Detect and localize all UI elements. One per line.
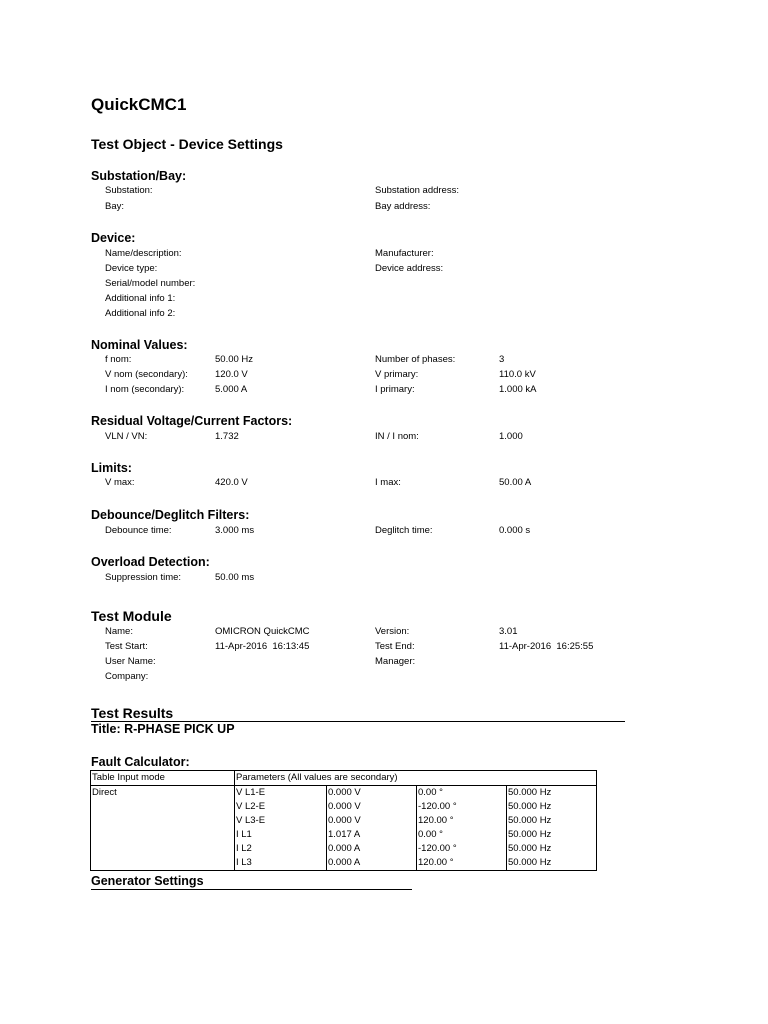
i-nom-label: I nom (secondary): bbox=[105, 384, 185, 395]
i-primary-value: 1.000 kA bbox=[499, 384, 537, 395]
suppression-time-label: Suppression time: bbox=[105, 572, 182, 583]
test-module-heading: Test Module bbox=[91, 608, 172, 624]
quantity-angle: -120.00 ° bbox=[417, 842, 507, 856]
generator-settings-heading: Generator Settings bbox=[91, 874, 204, 888]
table-row bbox=[91, 800, 597, 814]
quantity-frequency: 50.000 Hz bbox=[507, 856, 597, 871]
fault-calculator-heading: Fault Calculator: bbox=[91, 755, 190, 769]
parameters-header: Parameters (All values are secondary) bbox=[235, 771, 597, 786]
quantity-magnitude: 0.000 V bbox=[327, 800, 417, 814]
vln-vn-label: VLN / VN: bbox=[105, 431, 148, 442]
table-row bbox=[91, 842, 597, 856]
company-label: Company: bbox=[105, 671, 149, 682]
suppression-time-value: 50.00 ms bbox=[215, 572, 255, 583]
quantity-angle: 0.00 ° bbox=[417, 828, 507, 842]
document-title: QuickCMC1 bbox=[91, 95, 187, 114]
i-nom-value: 5.000 A bbox=[215, 384, 248, 395]
additional-info-1-label: Additional info 1: bbox=[105, 293, 176, 304]
i-max-label: I max: bbox=[375, 477, 401, 488]
table-row bbox=[91, 828, 597, 842]
nominal-values-heading: Nominal Values: bbox=[91, 338, 188, 352]
quantity-name: V L1-E bbox=[235, 786, 327, 801]
serial-number-label: Serial/model number: bbox=[105, 278, 196, 289]
quantity-frequency: 50.000 Hz bbox=[507, 828, 597, 842]
quantity-name: V L2-E bbox=[235, 800, 327, 814]
table-row bbox=[91, 786, 597, 801]
quantity-name: I L2 bbox=[235, 842, 327, 856]
debounce-heading: Debounce/Deglitch Filters: bbox=[91, 508, 250, 522]
test-results-heading: Test Results bbox=[91, 705, 174, 721]
device-heading: Device: bbox=[91, 231, 136, 245]
substation-heading: Substation/Bay: bbox=[91, 169, 187, 183]
user-name-label: User Name: bbox=[105, 656, 156, 667]
v-nom-value: 120.0 V bbox=[215, 369, 248, 380]
v-max-label: V max: bbox=[105, 477, 135, 488]
vln-vn-value: 1.732 bbox=[215, 431, 239, 442]
v-max-value: 420.0 V bbox=[215, 477, 248, 488]
device-type-label: Device type: bbox=[105, 263, 158, 274]
quantity-frequency: 50.000 Hz bbox=[507, 814, 597, 828]
in-inom-value: 1.000 bbox=[499, 431, 523, 442]
input-mode-header: Table Input mode bbox=[91, 771, 235, 786]
quantity-angle: 0.00 ° bbox=[417, 786, 507, 801]
substation-address-label: Substation address: bbox=[375, 185, 459, 196]
input-mode-value: Direct bbox=[91, 786, 235, 801]
quantity-magnitude: 0.000 V bbox=[327, 786, 417, 801]
version-value: 3.01 bbox=[499, 626, 518, 637]
in-inom-label: IN / I nom: bbox=[375, 431, 419, 442]
device-name-label: Name/description: bbox=[105, 248, 182, 259]
test-end-value: 11-Apr-2016 16:25:55 bbox=[499, 641, 594, 652]
deglitch-time-value: 0.000 s bbox=[499, 525, 531, 536]
table-row bbox=[91, 814, 597, 828]
module-name-value: OMICRON QuickCMC bbox=[215, 626, 310, 637]
quantity-angle: 120.00 ° bbox=[417, 856, 507, 871]
phases-label: Number of phases: bbox=[375, 354, 456, 365]
f-nom-value: 50.00 Hz bbox=[215, 354, 254, 365]
v-primary-value: 110.0 kV bbox=[499, 369, 536, 380]
f-nom-label: f nom: bbox=[105, 354, 132, 365]
limits-heading: Limits: bbox=[91, 461, 132, 475]
generator-settings-divider bbox=[91, 889, 412, 890]
quantity-frequency: 50.000 Hz bbox=[507, 786, 597, 801]
device-address-label: Device address: bbox=[375, 263, 444, 274]
test-start-value: 11-Apr-2016 16:13:45 bbox=[215, 641, 310, 652]
quantity-frequency: 50.000 Hz bbox=[507, 800, 597, 814]
residual-heading: Residual Voltage/Current Factors: bbox=[91, 414, 293, 428]
manufacturer-label: Manufacturer: bbox=[375, 248, 434, 259]
substation-label: Substation: bbox=[105, 185, 153, 196]
module-name-label: Name: bbox=[105, 626, 133, 637]
i-primary-label: I primary: bbox=[375, 384, 415, 395]
quantity-name: I L1 bbox=[235, 828, 327, 842]
quantity-angle: -120.00 ° bbox=[417, 800, 507, 814]
test-end-label: Test End: bbox=[375, 641, 415, 652]
table-row bbox=[91, 856, 597, 871]
quantity-magnitude: 1.017 A bbox=[327, 828, 417, 842]
debounce-time-label: Debounce time: bbox=[105, 525, 172, 536]
quantity-magnitude: 0.000 A bbox=[327, 856, 417, 871]
debounce-time-value: 3.000 ms bbox=[215, 525, 255, 536]
quantity-frequency: 50.000 Hz bbox=[507, 842, 597, 856]
quantity-magnitude: 0.000 V bbox=[327, 814, 417, 828]
test-start-label: Test Start: bbox=[105, 641, 148, 652]
quantity-name: I L3 bbox=[235, 856, 327, 871]
phases-value: 3 bbox=[499, 354, 505, 365]
fault-calculator-table bbox=[90, 770, 597, 871]
deglitch-time-label: Deglitch time: bbox=[375, 525, 433, 536]
table-header-row bbox=[91, 771, 597, 786]
version-label: Version: bbox=[375, 626, 410, 637]
quantity-name: V L3-E bbox=[235, 814, 327, 828]
bay-label: Bay: bbox=[105, 201, 125, 212]
additional-info-2-label: Additional info 2: bbox=[105, 308, 176, 319]
i-max-value: 50.00 A bbox=[499, 477, 532, 488]
test-title-line: Title: R-PHASE PICK UP bbox=[91, 722, 235, 736]
overload-heading: Overload Detection: bbox=[91, 555, 210, 569]
quantity-magnitude: 0.000 A bbox=[327, 842, 417, 856]
bay-address-label: Bay address: bbox=[375, 201, 431, 212]
v-primary-label: V primary: bbox=[375, 369, 419, 380]
quantity-angle: 120.00 ° bbox=[417, 814, 507, 828]
manager-label: Manager: bbox=[375, 656, 416, 667]
section-title: Test Object - Device Settings bbox=[91, 136, 283, 152]
v-nom-label: V nom (secondary): bbox=[105, 369, 188, 380]
